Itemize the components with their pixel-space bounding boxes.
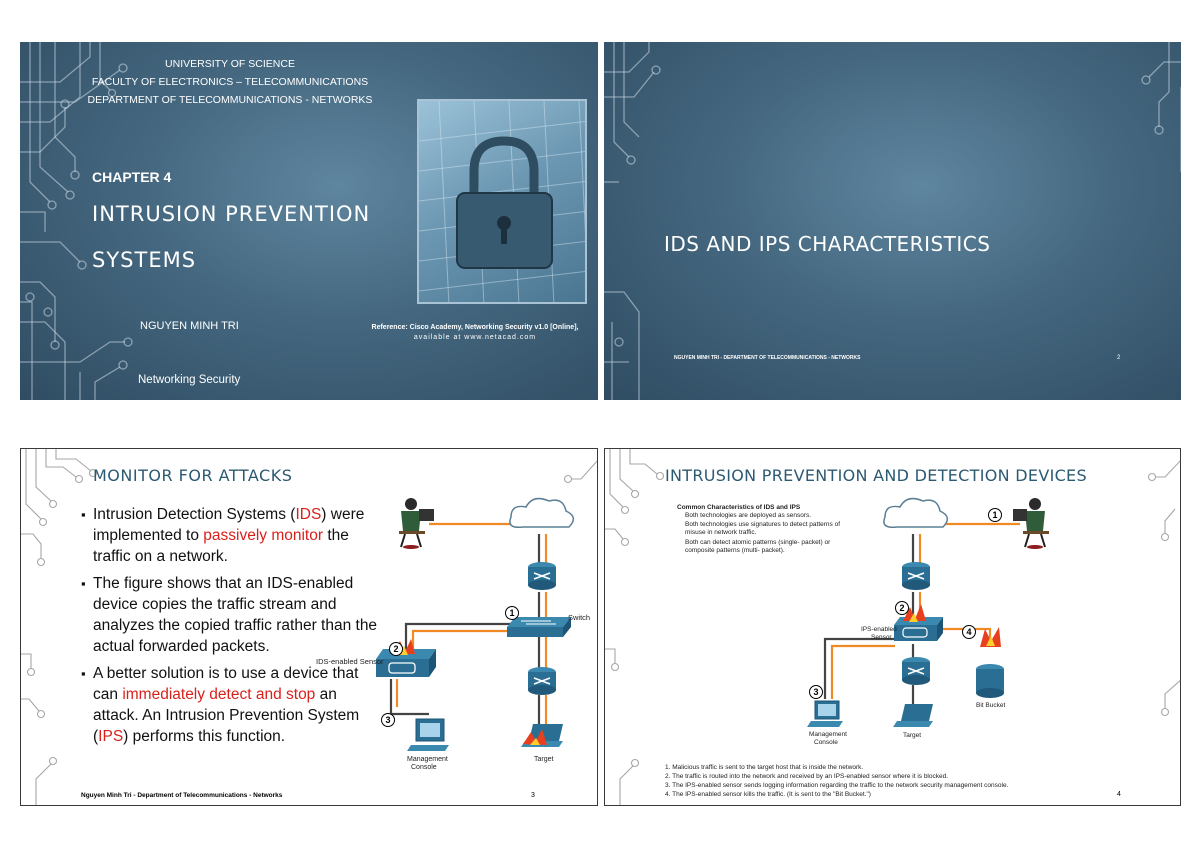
switch-label: Switch	[568, 613, 591, 622]
router-icon	[902, 562, 930, 590]
footer-text: NGUYEN MINH TRI - DEPARTMENT OF TELECOMMUNICATIONS - NETWORKS	[674, 355, 861, 361]
author-name: NGUYEN MINH TRI	[140, 320, 239, 332]
sensor-label-1: IPS-enabled	[861, 626, 897, 633]
bucket-label: Bit Bucket	[976, 702, 1006, 709]
chapter-label: CHAPTER 4	[92, 169, 172, 185]
page-number: 2	[1117, 355, 1121, 361]
slide-title[interactable]	[20, 42, 598, 400]
target-laptop-icon	[893, 704, 933, 727]
section-title: IDS AND IPS CHARACTERISTICS	[664, 232, 991, 256]
bit-bucket-icon	[976, 664, 1004, 698]
marker-2: 2	[389, 642, 403, 656]
reference-line-1: Reference: Cisco Academy, Networking Security v1.0 [Online],	[371, 324, 579, 331]
step-2: 2. The traffic is routed into the network and received by an IPS-enabled sensor where it is blocked.	[665, 773, 949, 780]
page-number: 4	[1117, 791, 1121, 798]
page-number: 3	[531, 792, 535, 799]
sensor-label-2: Sensor	[871, 634, 892, 641]
characteristics-heading: Common Characteristics of IDS and IPS	[677, 504, 801, 511]
slide-section[interactable]	[604, 42, 1181, 400]
course-name: Networking Security	[138, 374, 241, 386]
console-label-1: Management	[407, 756, 448, 763]
ids-diagram	[301, 489, 598, 779]
footer-text: Nguyen Minh Tri - Department of Telecommunications - Networks	[81, 792, 283, 799]
slide-title: MONITOR FOR ATTACKS	[93, 466, 293, 485]
circuit-decoration	[604, 42, 1181, 400]
console-label-2: Console	[411, 764, 437, 771]
target-laptop-icon	[521, 724, 563, 747]
management-console-icon	[807, 701, 843, 727]
sensor-label: IDS-enabled Sensor	[316, 657, 384, 666]
switch-icon	[507, 617, 571, 637]
step-3: 3. The IPS-enabled sensor sends logging information regarding the traffic to the network security management console.	[665, 782, 1009, 789]
bullet-figure: ▪ The figure shows that an IDS-enabled device copies the traffic stream and analyzes the copied traffic rather than the actual forwarded packets.	[81, 573, 386, 657]
faculty-name: FACULTY OF ELECTRONICS – TELECOMMUNICATIONS	[91, 76, 369, 88]
marker-2: 2	[895, 601, 909, 615]
router-icon	[528, 667, 556, 695]
console-label-1: Management	[809, 731, 847, 738]
ips-diagram	[795, 489, 1095, 749]
reference-line-2: available at www.netacad.com	[413, 334, 537, 341]
lock-image	[417, 99, 587, 304]
marker-4: 4	[962, 625, 976, 639]
internet-cloud-icon	[510, 499, 573, 528]
management-console-icon	[407, 719, 449, 751]
characteristic-2: Both technologies use signatures to detect patterns of misuse in network traffic.	[685, 521, 841, 536]
marker-1: 1	[988, 508, 1002, 522]
slide-monitor-attacks[interactable]	[20, 448, 598, 806]
router-icon	[902, 657, 930, 685]
router-icon	[528, 562, 556, 590]
bullet-ips: ▪ A better solution is to use a device that can immediately detect and stop an attack. An Intrusion Prevention System (IPS) performs this function.	[81, 663, 386, 747]
step-4: 4. The IPS-enabled sensor kills the traffic. (It is sent to the "Bit Bucket.")	[665, 791, 871, 798]
department-name: DEPARTMENT OF TELECOMMUNICATIONS - NETWORKS	[87, 94, 373, 106]
slide-title: INTRUSION PREVENTION AND DETECTION DEVICES	[665, 466, 1087, 485]
console-label-2: Console	[814, 739, 838, 746]
marker-3: 3	[809, 685, 823, 699]
bullet-ids: ▪ Intrusion Detection Systems (IDS) were implemented to passively monitor the traffic on a network.	[81, 504, 386, 567]
target-label: Target	[903, 732, 922, 739]
title-line-2: SYSTEMS	[92, 248, 197, 272]
step-1: 1. Malicious traffic is sent to the target host that is inside the network.	[665, 764, 864, 771]
university-name: UNIVERSITY OF SCIENCE	[165, 58, 295, 70]
slide-ips-devices[interactable]	[604, 448, 1181, 806]
marker-3: 3	[381, 713, 395, 727]
internet-cloud-icon	[884, 499, 947, 528]
marker-1: 1	[505, 606, 519, 620]
attacker-icon	[399, 498, 434, 549]
title-line-1: INTRUSION PREVENTION	[92, 202, 371, 226]
characteristic-1: Both technologies are deployed as sensors.	[685, 512, 812, 519]
target-label: Target	[534, 756, 554, 763]
characteristic-3: Both can detect atomic patterns (single- packet) or composite patterns (multi- packet).	[685, 539, 831, 554]
